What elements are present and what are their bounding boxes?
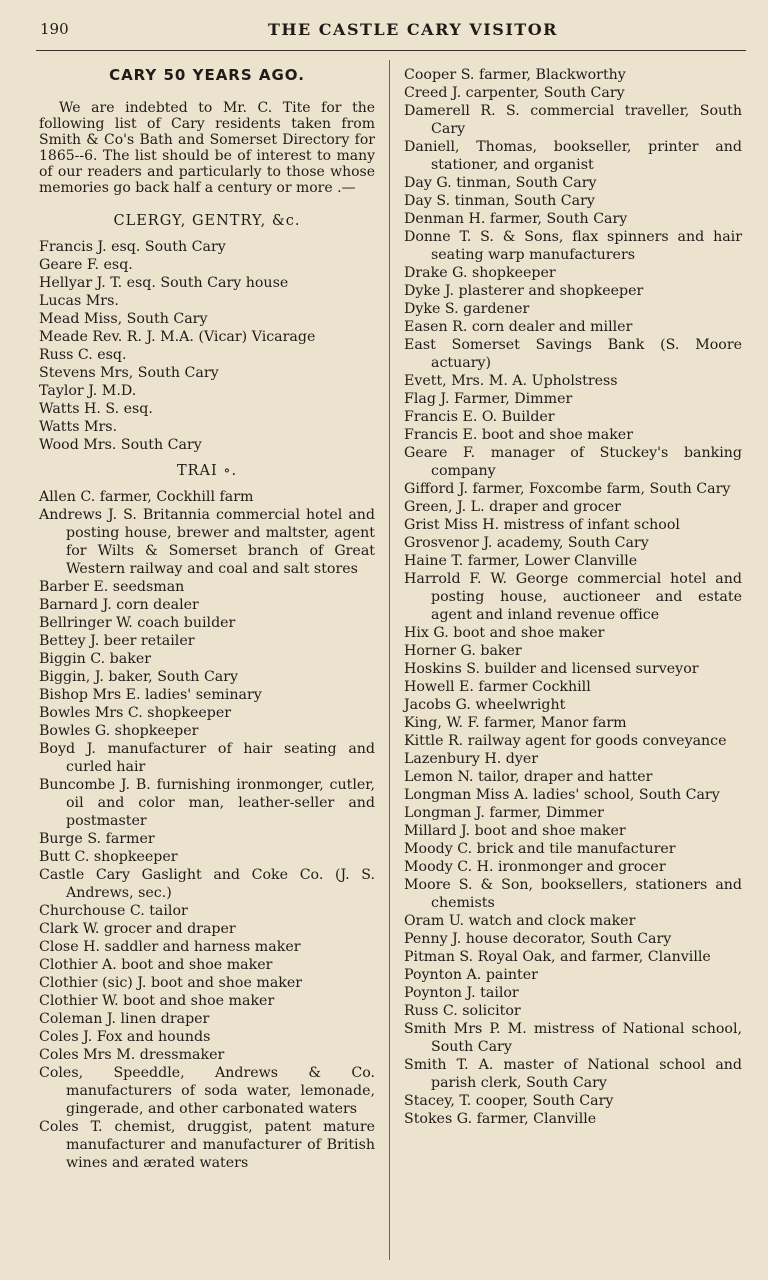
directory-entry: Howell E. farmer Cockhill bbox=[404, 679, 591, 695]
directory-entry: Stevens Mrs, South Cary bbox=[39, 365, 219, 381]
directory-entry: Taylor J. M.D. bbox=[39, 383, 137, 399]
directory-entry: Barber E. seedsman bbox=[39, 579, 185, 595]
directory-entry: Green, J. L. draper and grocer bbox=[404, 499, 621, 515]
directory-entry: Clothier W. boot and shoe maker bbox=[39, 993, 275, 1009]
directory-entry: Creed J. carpenter, South Cary bbox=[404, 85, 625, 101]
directory-entry: Hoskins S. builder and licensed surveyor bbox=[404, 661, 699, 677]
directory-entry: Coles Mrs M. dressmaker bbox=[39, 1047, 225, 1063]
directory-entry: Russ C. solicitor bbox=[404, 1003, 521, 1019]
directory-entry: Churchouse C. tailor bbox=[39, 903, 188, 919]
directory-entry: Horner G. baker bbox=[404, 643, 522, 659]
directory-entry: Evett, Mrs. M. A. Upholstress bbox=[404, 373, 618, 389]
directory-entry: Geare F. esq. bbox=[39, 257, 133, 273]
directory-entry: East Somerset Savings Bank (S. Moore actuary) bbox=[404, 337, 742, 371]
left-column bbox=[39, 66, 375, 1172]
directory-entry: Hellyar J. T. esq. South Cary house bbox=[39, 275, 289, 291]
directory-entry: Easen R. corn dealer and miller bbox=[404, 319, 633, 335]
directory-entry: Burge S. farmer bbox=[39, 831, 155, 847]
directory-entry: Oram U. watch and clock maker bbox=[404, 913, 636, 929]
directory-entry: Bowles G. shopkeeper bbox=[39, 723, 199, 739]
directory-entry: Francis J. esq. South Cary bbox=[39, 239, 226, 255]
directory-entry: Hix G. boot and shoe maker bbox=[404, 625, 605, 641]
directory-entry: Day S. tinman, South Cary bbox=[404, 193, 595, 209]
running-title: THE CASTLE CARY VISITOR bbox=[268, 20, 558, 39]
directory-entry: Denman H. farmer, South Cary bbox=[404, 211, 628, 227]
article-title: CARY 50 YEARS AGO. bbox=[109, 66, 305, 84]
directory-entry: Clothier (sic) J. boot and shoe maker bbox=[39, 975, 303, 991]
directory-entry: Dyke J. plasterer and shopkeeper bbox=[404, 283, 644, 299]
directory-entry: Butt C. shopkeeper bbox=[39, 849, 178, 865]
directory-entry: Lucas Mrs. bbox=[39, 293, 119, 309]
clergy-heading: CLERGY, GENTRY, &c. bbox=[113, 213, 301, 229]
directory-entry: Drake G. shopkeeper bbox=[404, 265, 556, 281]
directory-entry: Harrold F. W. George commercial hotel and posting house, auctioneer and estate agent and inland revenue office bbox=[404, 571, 742, 623]
directory-entry: Damerell R. S. commercial traveller, South Cary bbox=[404, 103, 742, 137]
directory-entry: Coles, Speeddle, Andrews & Co. manufacturers of soda water, lemonade, gingerade, and other carbonated waters bbox=[39, 1065, 375, 1117]
directory-entry: Boyd J. manufacturer of hair seating and curled hair bbox=[39, 741, 375, 775]
directory-entry: Penny J. house decorator, South Cary bbox=[404, 931, 672, 947]
directory-entry: Bettey J. beer retailer bbox=[39, 633, 195, 649]
article-intro: We are indebted to Mr. C. Tite for the following list of Cary residents taken from Smith & Co's Bath and Somerset Directory for 1865--6. The list should be of interest to many of our readers and particularly to those whose memories go back half a century or more .— bbox=[39, 100, 375, 196]
directory-entry: Coleman J. linen draper bbox=[39, 1011, 210, 1027]
directory-entry: Moody C. H. ironmonger and grocer bbox=[404, 859, 666, 875]
page-number: 190 bbox=[40, 20, 69, 38]
directory-entry: Watts Mrs. bbox=[39, 419, 118, 435]
directory-entry: Meade Rev. R. J. M.A. (Vicar) Vicarage bbox=[39, 329, 316, 345]
directory-entry: Close H. saddler and harness maker bbox=[39, 939, 301, 955]
directory-entry: Longman J. farmer, Dimmer bbox=[404, 805, 604, 821]
directory-entry: Bowles Mrs C. shopkeeper bbox=[39, 705, 231, 721]
right-column bbox=[404, 66, 742, 1128]
directory-entry: Smith T. A. master of National school and parish clerk, South Cary bbox=[404, 1057, 742, 1091]
header-rule bbox=[36, 50, 746, 51]
directory-entry: Francis E. boot and shoe maker bbox=[404, 427, 633, 443]
directory-entry: Coles J. Fox and hounds bbox=[39, 1029, 211, 1045]
directory-entry: Lazenbury H. dyer bbox=[404, 751, 539, 767]
directory-entry: Allen C. farmer, Cockhill farm bbox=[39, 489, 254, 505]
directory-entry: Millard J. boot and shoe maker bbox=[404, 823, 626, 839]
directory-entry: Poynton J. tailor bbox=[404, 985, 519, 1001]
directory-entry: Stacey, T. cooper, South Cary bbox=[404, 1093, 614, 1109]
directory-entry: Moody C. brick and tile manufacturer bbox=[404, 841, 676, 857]
directory-entry: Stokes G. farmer, Clanville bbox=[404, 1111, 597, 1127]
directory-entry: Watts H. S. esq. bbox=[39, 401, 153, 417]
column-divider bbox=[389, 60, 390, 1260]
clergy-list bbox=[39, 238, 375, 454]
directory-entry: Geare F. manager of Stuckey's banking company bbox=[404, 445, 742, 479]
directory-entry: Pitman S. Royal Oak, and farmer, Clanville bbox=[404, 949, 711, 965]
directory-entry: Bishop Mrs E. ladies' seminary bbox=[39, 687, 262, 703]
directory-entry: Dyke S. gardener bbox=[404, 301, 530, 317]
directory-entry: Castle Cary Gaslight and Coke Co. (J. S. Andrews, sec.) bbox=[39, 867, 375, 901]
directory-entry: Lemon N. tailor, draper and hatter bbox=[404, 769, 653, 785]
directory-entry: King, W. F. farmer, Manor farm bbox=[404, 715, 627, 731]
directory-entry: Donne T. S. & Sons, flax spinners and hair seating warp manufacturers bbox=[404, 229, 742, 263]
trade-list-left bbox=[39, 488, 375, 1172]
directory-entry: Moore S. & Son, booksellers, stationers and chemists bbox=[404, 877, 742, 911]
trade-heading: TRAI ∘. bbox=[176, 463, 238, 479]
directory-entry: Longman Miss A. ladies' school, South Cary bbox=[404, 787, 720, 803]
directory-entry: Poynton A. painter bbox=[404, 967, 538, 983]
directory-entry: Andrews J. S. Britannia commercial hotel and posting house, brewer and maltster, agent for Wilts & Somerset branch of Great Western railway and coal and salt stores bbox=[39, 507, 375, 577]
directory-entry: Day G. tinman, South Cary bbox=[404, 175, 597, 191]
directory-entry: Flag J. Farmer, Dimmer bbox=[404, 391, 573, 407]
directory-entry: Gifford J. farmer, Foxcombe farm, South Cary bbox=[404, 481, 731, 497]
directory-entry: Grist Miss H. mistress of infant school bbox=[404, 517, 680, 533]
directory-entry: Biggin C. baker bbox=[39, 651, 151, 667]
directory-entry: Francis E. O. Builder bbox=[404, 409, 555, 425]
directory-entry: Clothier A. boot and shoe maker bbox=[39, 957, 273, 973]
directory-entry: Cooper S. farmer, Blackworthy bbox=[404, 67, 626, 83]
directory-entry: Haine T. farmer, Lower Clanville bbox=[404, 553, 638, 569]
directory-entry: Grosvenor J. academy, South Cary bbox=[404, 535, 649, 551]
directory-entry: Clark W. grocer and draper bbox=[39, 921, 236, 937]
directory-entry: Kittle R. railway agent for goods conveyance bbox=[404, 733, 727, 749]
directory-entry: Jacobs G. wheelwright bbox=[404, 697, 566, 713]
directory-entry: Bellringer W. coach builder bbox=[39, 615, 236, 631]
directory-entry: Daniell, Thomas, bookseller, printer and stationer, and organist bbox=[404, 139, 742, 173]
directory-entry: Coles T. chemist, druggist, patent mature manufacturer and manufacturer of British wines and ærated waters bbox=[39, 1119, 375, 1171]
trade-list-right bbox=[404, 66, 742, 1128]
directory-entry: Buncombe J. B. furnishing ironmonger, cutler, oil and color man, leather-seller and postmaster bbox=[39, 777, 375, 829]
directory-entry: Mead Miss, South Cary bbox=[39, 311, 208, 327]
directory-entry: Barnard J. corn dealer bbox=[39, 597, 199, 613]
directory-entry: Wood Mrs. South Cary bbox=[39, 437, 202, 453]
directory-entry: Russ C. esq. bbox=[39, 347, 127, 363]
directory-entry: Biggin, J. baker, South Cary bbox=[39, 669, 239, 685]
directory-entry: Smith Mrs P. M. mistress of National school, South Cary bbox=[404, 1021, 742, 1055]
